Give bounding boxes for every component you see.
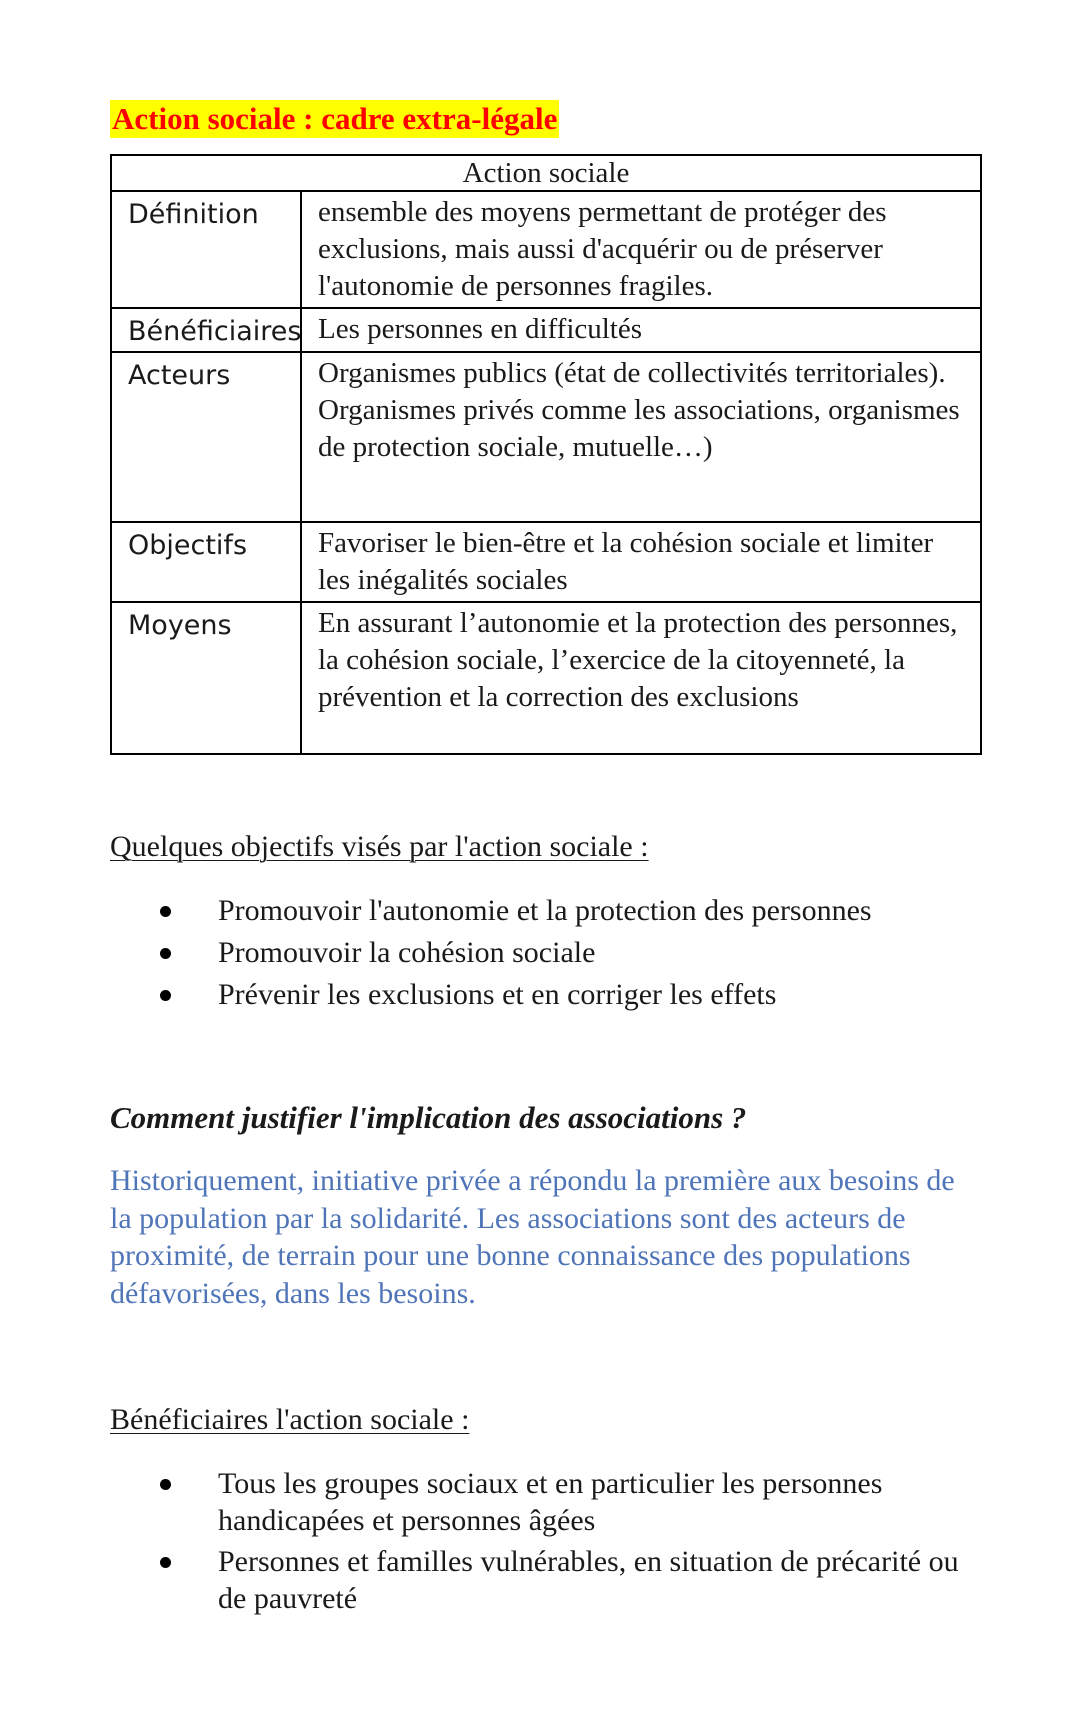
list-item [158, 1465, 978, 1539]
row-value-moyens: En assurant l’autonomie et la protection des personnes, la cohésion sociale, l’exercice de la citoyenneté, la prévention et la correction des exclusions [301, 602, 981, 754]
table-row [111, 308, 981, 352]
list-item [158, 892, 978, 929]
beneficiaries-heading: Bénéficiaires l'action sociale : [110, 1403, 470, 1436]
table-row [111, 191, 981, 308]
associations-question: Comment justifier l'implication des associations ? [110, 1100, 747, 1135]
bullet-icon [160, 990, 171, 1001]
row-value-objectifs: Favoriser le bien-être et la cohésion sociale et limiter les inégalités sociales [301, 522, 981, 602]
row-label-definition: Définition [111, 191, 301, 308]
beneficiaries-list [158, 1465, 978, 1617]
table-header: Action sociale [111, 155, 981, 191]
row-label-moyens: Moyens [111, 602, 301, 754]
list-item-text: Prévenir les exclusions et en corriger les effets [218, 978, 777, 1011]
table-header-row [111, 155, 981, 191]
list-item [158, 934, 978, 971]
bullet-icon [160, 948, 171, 959]
objectives-heading: Quelques objectifs visés par l'action sociale : [110, 830, 649, 863]
row-value-beneficiaires: Les personnes en difficultés [301, 308, 981, 352]
bullet-icon [160, 906, 171, 917]
row-label-acteurs: Acteurs [111, 352, 301, 522]
list-item-text: Personnes et familles vulnérables, en situation de précarité ou de pauvreté [218, 1545, 959, 1615]
list-item [158, 976, 978, 1013]
document-page [110, 100, 980, 1615]
list-item-text: Promouvoir la cohésion sociale [218, 936, 596, 969]
list-item-text: Promouvoir l'autonomie et la protection des personnes [218, 894, 872, 927]
list-item [158, 1543, 978, 1617]
list-item-text: Tous les groupes sociaux et en particulier les personnes handicapées et personnes âgées [218, 1467, 883, 1537]
row-label-beneficiaires: Bénéficiaires [111, 308, 301, 352]
objectives-list [158, 892, 978, 1013]
document-title: Action sociale : cadre extra-légale [112, 101, 558, 136]
table-row [111, 522, 981, 602]
associations-answer: Historiquement, initiative privée a répondu la première aux besoins de la population par la solidarité. Les associations sont des acteurs de proximité, de terrain pour une bonne connaissance des populations défavorisées, dans les besoins. [110, 1164, 955, 1310]
bullet-icon [160, 1479, 171, 1490]
row-value-definition: ensemble des moyens permettant de protéger des exclusions, mais aussi d'acquérir ou de préserver l'autonomie de personnes fragiles. [301, 191, 981, 308]
row-value-acteurs: Organismes publics (état de collectivités territoriales). Organismes privés comme les associations, organismes de protection sociale, mutuelle…) [301, 352, 981, 522]
row-label-objectifs: Objectifs [111, 522, 301, 602]
table-row [111, 352, 981, 522]
bullet-icon [160, 1557, 171, 1568]
action-sociale-table [110, 154, 982, 755]
table-row [111, 602, 981, 754]
